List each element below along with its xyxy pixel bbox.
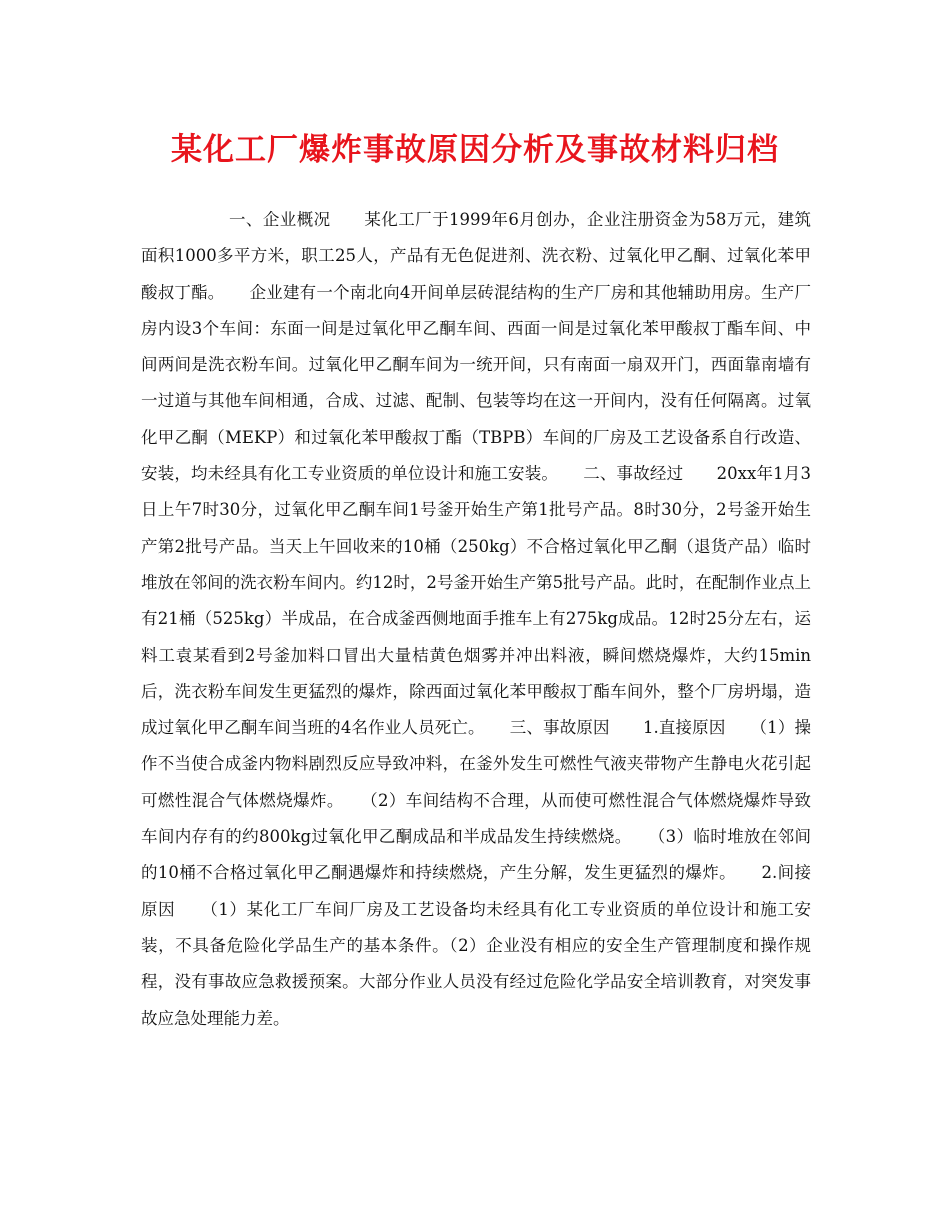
document-body: 一、企业概况 某化工厂于1999年6月创办，企业注册资金为58万元，建筑面积1000多平方米，职工25人，产品有无色促进剂、洗衣粉、过氧化甲乙酮、过氧化苯甲酸叔丁酯。 企业建有一个南北向4开间单层砖混结构的生产厂房和其他辅助用房。生产厂房内设3个车间：东面一间是过氧化甲乙酮车间、西面一间是过氧化苯甲酸叔丁酯车间、中间两间是洗衣粉车间。过氧化甲乙酮车间为一统开间，只有南面一扇双开门，西面靠南墙有一过道与其他车间相通，合成、过滤、配制、包装等均在这一开间内，没有任何隔离。过氧化甲乙酮（MEKP）和过氧化苯甲酸叔丁酯（TBPB）车间的厂房及工艺设备系自行改造、安装，均未经具有化工专业资质的单位设计和施工安装。 二、事故经过 20xx年1月3日上午7时30分，过氧化甲乙酮车间1号釜开始生产第1批号产品。8时30分，2号釜开始生产第2批号产品。当天上午回收来的10桶（250kg）不合格过氧化甲乙酮（退货产品）临时堆放在邻间的洗衣粉车间内。约12时，2号釜开始生产第5批号产品。此时，在配制作业点上有21桶（525kg）半成品，在合成釜西侧地面手推车上有275kg成品。12时25分左右，运料工袁某看到2号釜加料口冒出大量桔黄色烟雾并冲出料液，瞬间燃烧爆炸，大约15min后，洗衣粉车间发生更猛烈的爆炸，除西面过氧化苯甲酸叔丁酯车间外，整个厂房坍塌，造成过氧化甲乙酮车间当班的4名作业人员死亡。 三、事故原因 1.直接原因 （1）操作不当使合成釜内物料剧烈反应导致冲料，在釜外发生可燃性气液夹带物产生静电火花引起可燃性混合气体燃烧爆炸。 （2）车间结构不合理，从而使可燃性混合气体燃烧爆炸导致车间内存有的约800kg过氧化甲乙酮成品和半成品发生持续燃烧。 （3）临时堆放在邻间的10桶不合格过氧化甲乙酮遇爆炸和持续燃烧，产生分解，发生更猛烈的爆炸。 2.间接原因 （1）某化工厂车间厂房及工艺设备均未经具有化工专业资质的单位设计和施工安装，不具备危险化学品生产的基本条件。（2）企业没有相应的安全生产管理制度和操作规程，没有事故应急救援预案。大部分作业人员没有经过危险化学品安全培训教育，对突发事故应急处理能力差。 — [141, 210, 811, 1028]
document-title: 某化工厂爆炸事故原因分析及事故材料归档 — [171, 132, 779, 168]
